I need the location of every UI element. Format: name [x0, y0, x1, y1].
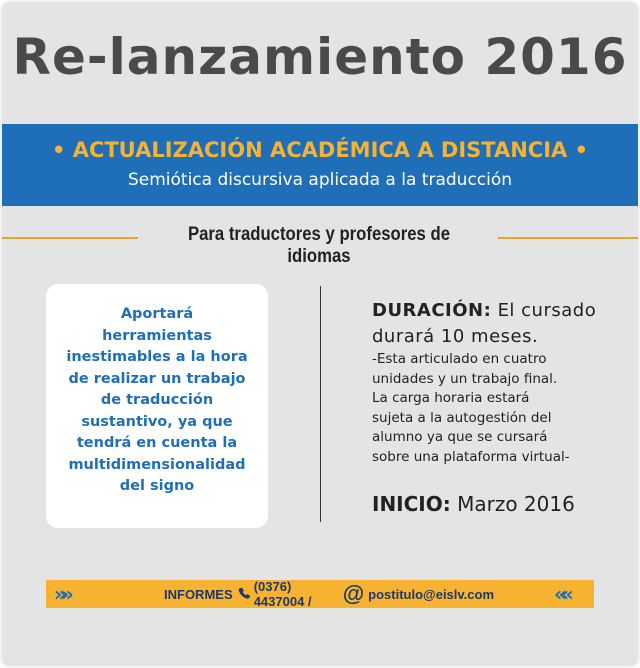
- duration-line-2: durará 10 meses.: [372, 326, 539, 347]
- phone-icon: [237, 585, 252, 603]
- bullet-icon: •: [51, 138, 66, 162]
- description-box: [46, 284, 268, 528]
- banner-subheading: Semiótica discursiva aplicada a la traducción: [127, 170, 513, 190]
- duration-detail-line: sobre una plataforma virtual-: [372, 448, 570, 465]
- duration-detail-line: sujeta a la autogestión del: [372, 409, 552, 426]
- description-line: herramientas: [102, 327, 212, 344]
- description-line: de realizar un trabajo: [68, 370, 246, 387]
- duration-detail-line: alumno ya que se cursará: [372, 429, 548, 445]
- at-icon: @: [342, 581, 365, 606]
- contact-label: INFORMES: [164, 586, 233, 602]
- description-text: [56, 304, 258, 498]
- divider-line-left: [2, 237, 138, 239]
- description-line: inestimables a la hora: [66, 349, 248, 365]
- contact-email[interactable]: postitulo@eislv.com: [368, 586, 494, 602]
- start-section: [372, 492, 634, 516]
- double-chevron-left-icon: ««: [554, 582, 568, 606]
- page-title: Re-lanzamiento 2016: [12, 28, 628, 86]
- double-chevron-right-icon: »»: [54, 582, 68, 606]
- duration-details: [372, 350, 634, 467]
- duration-label: DURACIÓN:: [372, 300, 492, 321]
- description-line: Aportará: [120, 306, 194, 322]
- divider-line-right: [498, 237, 638, 239]
- description-line: tendrá en cuenta la: [76, 435, 238, 451]
- duration-section: [372, 298, 634, 467]
- description-line: del signo: [119, 478, 195, 494]
- bullet-icon: •: [574, 138, 589, 162]
- contact-footer: [46, 580, 594, 608]
- start-label: INICIO:: [372, 492, 451, 516]
- duration-value: El cursado: [497, 300, 597, 321]
- vertical-divider: [320, 286, 321, 522]
- contact-phone[interactable]: (0376) 4437004 /: [253, 579, 312, 609]
- course-banner: [2, 124, 638, 206]
- audience-text: Para traductores y profesores de idiomas: [187, 224, 451, 267]
- duration-detail-line: unidades y un trabajo final.: [372, 370, 558, 387]
- duration-detail-line: -Esta articulado en cuatro: [372, 351, 547, 367]
- description-line: multidimensionalidad: [68, 456, 246, 473]
- start-value: Marzo 2016: [457, 492, 575, 516]
- contact-info: [164, 579, 494, 609]
- audience-row: [2, 224, 638, 267]
- duration-detail-line: La carga horaria estará: [372, 390, 530, 406]
- description-line: sustantivo, ya que: [81, 413, 233, 430]
- banner-heading-row: [2, 138, 638, 162]
- duration-line-1: [372, 298, 634, 324]
- description-line: de traducción: [100, 392, 214, 408]
- banner-heading: ACTUALIZACIÓN ACADÉMICA A DISTANCIA: [72, 138, 568, 162]
